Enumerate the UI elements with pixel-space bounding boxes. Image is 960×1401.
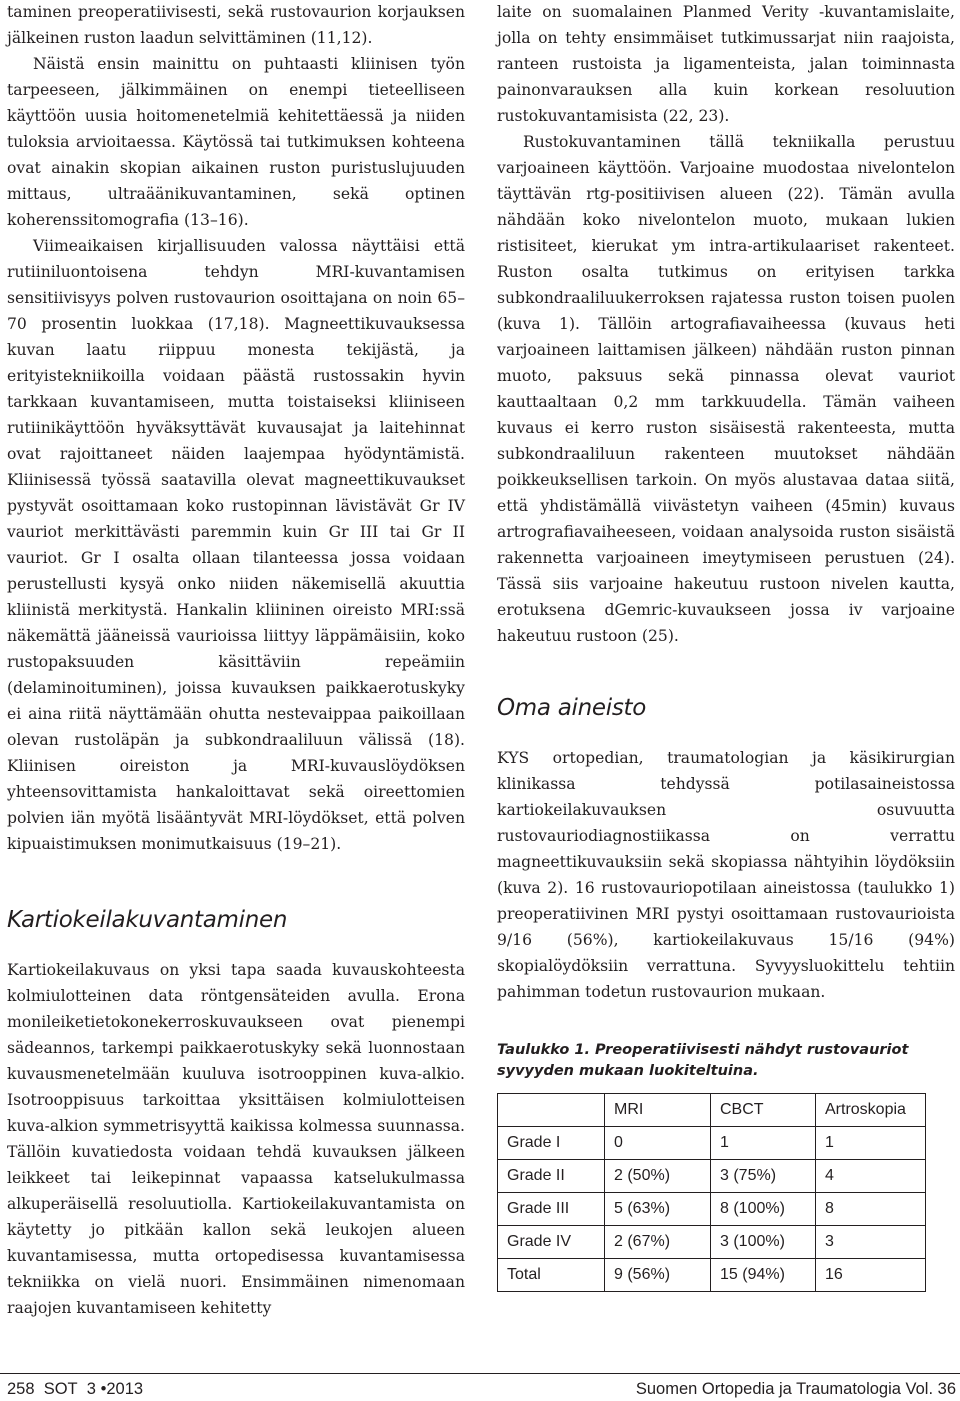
table-cell: 9 (56%) — [605, 1259, 711, 1292]
page-number: 258 — [7, 1380, 35, 1398]
table-cell: 1 — [711, 1127, 816, 1160]
table-cell: Grade I — [498, 1127, 605, 1160]
table-cell: 15 (94%) — [711, 1259, 816, 1292]
right-paragraph-2: Rustokuvantaminen tällä tekniikalla perustuu varjoaineen käyttöön. Varjoaine muodostaa nivelontelon täyttävän rtg-positiivisen alueen (22). Tämän avulla nähdään koko nivelontelon muoto, mukaan lukien ristisiteet, kierukat ym intra-artikulaariset rakenteet. Ruston osalta tutkimus on erityisen tarkka subkondraaliluukerroksen rajatessa ruston toisen puolen (kuva 1). Tällöin artografiavaiheessa (kuvaus heti varjoaineen laittamisen jälkeen) nähdään ruston pinnan muoto, paksuus sekä pinnassa olevat vauriot kauttaaltaan 0,2 mm tarkkuudella. Tämän vaiheen kuvaus ei kerro ruston sisäisestä rakenteesta, mutta subkondraaliluun rakenteen muutokset nähdään poikkeuksellisen tarkoin. On myös alustavaa dataa siitä, että yhdistämällä viivästetyn vaiheen (45min) kuvaus artrografiavaiheeseen, voidaan analysoida ruston sisäistä rakennetta varjoaineen imeytymiseen perustuen (24). Tässä siis varjoaine hakeutuu rustoon nivelen kautta, erotuksena dGemric-kuvaukseen jossa iv varjoaine hakeutuu rustoon (25). — [497, 133, 955, 645]
table-header-row — [498, 1094, 926, 1127]
left-paragraph-3: Viimeaikaisen kirjallisuuden valossa näyttäisi että rutiiniluontoisena tehdyn MRI-kuvantamisen sensitiivisyys polven rustovaurion osoittajana on noin 65–70 prosentin luokkaa (17,18). Magneettikuvauksessa kuvan laatu riippuu monesta tekijästä, ja erityistekniikoilla voidaan päästä rustossakin hyvin tarkkaan kuvantamiseen, mutta toistaiseksi kliiniseen rutiinikäyttöön hyväksyttävät kuvausajat ja laitehinnat ovat rajoittaneet näiden laajempaa hyödyntämistä. Kliinisessä työssä saatavilla olevat magneettikuvaukset pystyvät osoittamaan koko rustopinnan lävistävät Gr IV vauriot merkittävästi paremmin kuin Gr III tai Gr II vauriot. Gr I osalta ollaan tilanteessa jossa voidaan perustellusti kysyä onko niiden näkemisellä akuuttia kliinistä merkitystä. Hankalin kliininen oireisto MRI:ssä näkemättä jääneissä vaurioissa liittyy läppämäisiin, koko rustopaksuuden käsittäviin repeämiin (delaminoituminen), joissa kuvauksen paikkaerotuskyky ei aina riitä näyttämään ohutta nestevaippaa paikoillaan olevan rustoläpän ja subkondraaliluun välissä (18). Kliinisen oireiston ja MRI-kuvauslöydöksen yhteensovittamista hankaloittavat sekä oireettomien polvien iän myötä lisääntyvät MRI-löydökset, että polven kipuaistimuksen monimutkaisuus (19–21). — [7, 237, 465, 853]
footer-bullet: • — [100, 1380, 107, 1398]
footer-divider — [0, 1373, 960, 1374]
right-paragraph-3: KYS ortopedian, traumatologian ja käsikirurgian klinikassa tehdyssä potilasaineistossa kartiokeilakuvauksen osuvuutta rustovauriodiagnostiikassa on verrattu magneettikuvauksiin sekä skopiassa nähtyihin löydöksiin (kuva 2). 16 rustovauriopotilaan aineistossa (taulukko 1) preoperatiivinen MRI pystyi osoittamaan rustovaurioista 9/16 (56%), kartiokeilakuvaus 15/16 (94%) skopialöydöksiin verrattuna. Syvyysluokittelu tehtiin pahimman todetun rustovaurion mukaan. — [497, 749, 955, 1001]
table-cell: Grade III — [498, 1193, 605, 1226]
footer-left — [7, 1380, 143, 1399]
table-cell: 2 (50%) — [605, 1160, 711, 1193]
right-paragraph-1: laite on suomalainen Planmed Verity -kuvantamislaite, jolla on tehty ensimmäiset tutkimussarjat niin raajoista, ranteen rustoista ja ligamenteista, jalan toiminnasta painonvarauksen alla kuin korkean resoluution rustokuvantamisista (22, 23). — [497, 3, 955, 125]
table-cell: 8 (100%) — [711, 1193, 816, 1226]
table-cell: 16 — [816, 1259, 926, 1292]
table-row — [498, 1226, 926, 1259]
table-row — [498, 1127, 926, 1160]
table-header-cell — [498, 1094, 605, 1127]
journal-abbreviation: SOT — [43, 1380, 78, 1398]
footer-journal-name: Suomen Ortopedia ja Traumatologia Vol. 36 — [635, 1380, 956, 1398]
table-row — [498, 1193, 926, 1226]
table-header-cell: Artroskopia — [816, 1094, 926, 1127]
table-cell: Total — [498, 1259, 605, 1292]
table-cell: 3 — [816, 1226, 926, 1259]
table-cell: 8 — [816, 1193, 926, 1226]
issue-number: 3 — [86, 1380, 96, 1398]
table-header-cell: MRI — [605, 1094, 711, 1127]
table-row-total — [498, 1259, 926, 1292]
results-table — [497, 1093, 926, 1292]
table-cell: 1 — [816, 1127, 926, 1160]
table-cell: 0 — [605, 1127, 711, 1160]
section-heading-kartiokeilakuvantaminen: Kartiokeilakuvantaminen — [7, 907, 288, 933]
table-caption: Taulukko 1. Preoperatiivisesti nähdyt rustovauriot syvyyden mukaan luokiteltuina. — [497, 1042, 909, 1079]
table-cell: Grade IV — [498, 1226, 605, 1259]
section-heading-oma-aineisto: Oma aineisto — [497, 695, 646, 721]
table-cell: Grade II — [498, 1160, 605, 1193]
left-paragraph-1: taminen preoperatiivisesti, sekä rustovaurion korjauksen jälkeinen ruston laadun selvittäminen (11,12). — [7, 3, 465, 47]
table-cell: 2 (67%) — [605, 1226, 711, 1259]
table-cell: 4 — [816, 1160, 926, 1193]
table-row — [498, 1160, 926, 1193]
table-cell: 5 (63%) — [605, 1193, 711, 1226]
left-paragraph-2: Näistä ensin mainittu on puhtaasti kliinisen työn tarpeeseen, jälkimmäinen on enempi tieteelliseen käyttöön uusia hoitomenetelmiä kehitettäessä ja niiden tuloksia arvioitaessa. Käytössä tai tutkimuksen kohteena ovat ainakin skopian aikainen ruston puristuslujuuden mittaus, ultraäänikuvantaminen, sekä optinen koherenssitomografia (13–16). — [7, 55, 465, 229]
table-header-cell: CBCT — [711, 1094, 816, 1127]
left-paragraph-4: Kartiokeilakuvaus on yksi tapa saada kuvauskohteesta kolmiulotteinen data röntgensäteiden avulla. Erona monileiketietokonekerroskuvaukseen ovat pienempi sädeannos, tarkempi paikkaerotuskyky sekä luonnostaan kuvausmenetelmään kuuluva isotrooppinen kuva-alkio. Isotrooppisuus tarkoittaa yksittäisen kolmiulotteisen kuva-alkion symmetrisyyttä kaikissa kolmessa suunnassa. Tällöin kuvatiedosta voidaan tehdä kuvauksen jälkeen leikkeet tai leikepinnat vapaassa katselukulmassa alkuperäisellä resoluutiolla. Kartiokeilakuvantamista on käytetty jo pitkään kallon sekä leukojen alueen kuvantamisessa, mutta ortopedisessa kuvantamisessa tekniikka on vielä nuori. Ensimmäinen nimenomaan raajojen kuvantamiseen kehitetty — [7, 961, 465, 1317]
table-cell: 3 (100%) — [711, 1226, 816, 1259]
publication-year: 2013 — [106, 1380, 144, 1398]
table-cell: 3 (75%) — [711, 1160, 816, 1193]
